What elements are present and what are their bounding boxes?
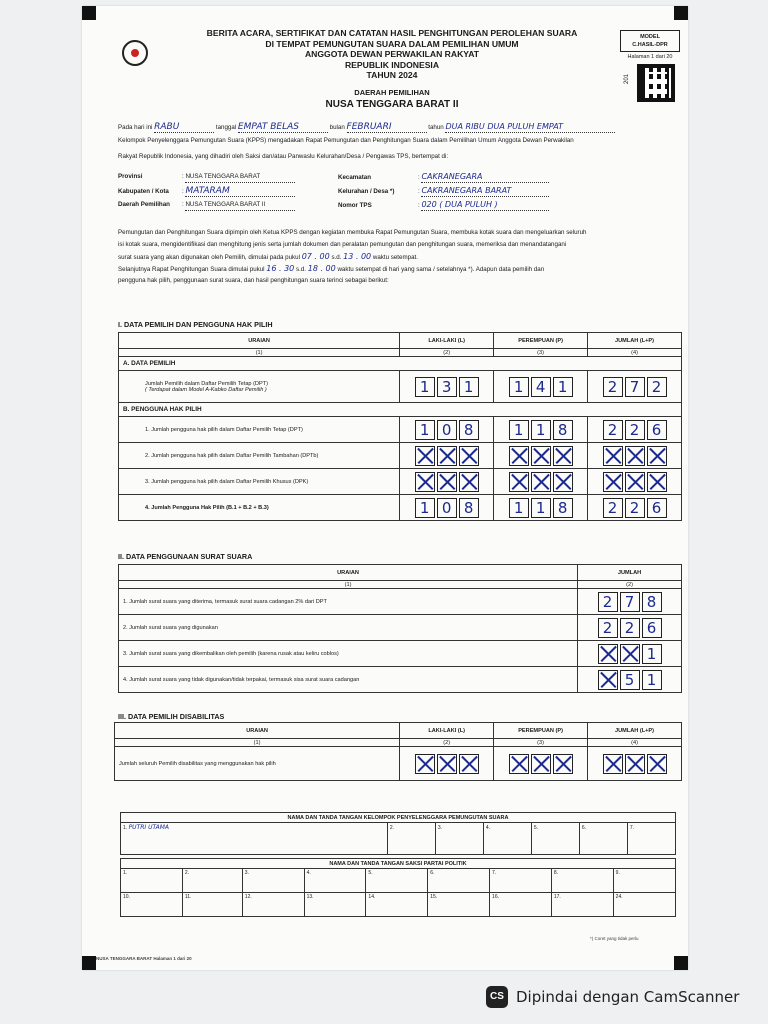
signature-number: 24. <box>615 894 623 900</box>
col-number: (3) <box>494 739 588 747</box>
digit-box: 2 <box>625 420 645 440</box>
digit-box <box>531 754 551 774</box>
digit-box: 1 <box>642 644 662 664</box>
page-footer: NUSA TENGGARA BARAT Halaman 1 dari 20 <box>96 956 192 961</box>
signature-table <box>120 812 676 855</box>
signature-number: 3. <box>437 825 443 831</box>
registration-mark <box>82 956 96 970</box>
signature-number: 11. <box>184 894 192 900</box>
model-badge <box>620 30 680 52</box>
model-code: C.HASIL-DPR <box>632 42 668 48</box>
pengguna-label: 3. Jumlah pengguna hak pilih dalam Daftar Pemilih Khusus (DPK) <box>119 469 400 495</box>
signature-number: 8. <box>553 870 559 876</box>
p3-post: waktu setempat. <box>372 254 418 261</box>
col-number: (2) <box>400 739 494 747</box>
signature-number: 13. <box>306 894 314 900</box>
digit-box: 2 <box>620 618 640 638</box>
pengguna-cell <box>400 495 494 521</box>
surat-suara-cell <box>578 589 682 615</box>
saksi-signature-cell <box>490 893 552 917</box>
digit-box <box>415 754 435 774</box>
intro-line <box>118 122 678 133</box>
pengguna-row <box>119 443 682 469</box>
digit-boxes <box>592 446 677 466</box>
kpps-signature-cell <box>435 823 483 855</box>
kpps-signature-cell <box>387 823 435 855</box>
col-jumlah: JUMLAH (L+P) <box>588 723 682 739</box>
title-line: REPUBLIK INDONESIA <box>344 59 440 70</box>
section-1-title: I. DATA PEMILIH DAN PENGGUNA HAK PILIH <box>118 320 273 329</box>
digit-box: 4 <box>531 377 551 397</box>
digit-box: 0 <box>437 498 457 518</box>
surat-suara-cell <box>578 615 682 641</box>
digit-box <box>625 754 645 774</box>
digit-box: 1 <box>553 377 573 397</box>
signature-number: 1. <box>123 825 128 831</box>
digit-box <box>415 446 435 466</box>
dpt-perempuan-cell <box>494 371 588 403</box>
provinsi-label: Provinsi <box>118 173 143 180</box>
pengguna-cell <box>400 417 494 443</box>
col-uraian: URAIAN <box>119 333 400 349</box>
digit-boxes <box>404 472 489 492</box>
digit-boxes <box>498 472 583 492</box>
digit-boxes <box>582 618 677 638</box>
saksi-signature-cell <box>613 893 675 917</box>
digit-box <box>553 446 573 466</box>
digit-box <box>509 754 529 774</box>
pengguna-label: 1. Jumlah pengguna hak pilih dalam Daftar Pemilih Tetap (DPT) <box>119 417 400 443</box>
saksi-signature-cell <box>428 893 490 917</box>
col-perempuan: PEREMPUAN (P) <box>494 333 588 349</box>
signature-number: 9. <box>615 870 620 876</box>
subtitle: DAERAH PEMILIHAN <box>354 88 430 97</box>
registration-mark <box>82 6 96 20</box>
digit-box: 1 <box>531 420 551 440</box>
digit-boxes <box>592 377 677 397</box>
col-number: (1) <box>119 581 578 589</box>
dpt-sub-label: ( Terdapat dalam Model A-Kabko Daftar Pemilih ) <box>145 386 267 393</box>
col-number: (1) <box>115 739 400 747</box>
paragraph-line-5: pengguna hak pilih, penggunaan surat suara, dan hasil penghitungan suara terinci sebagai berikut: <box>118 277 389 284</box>
signature-name: PUTRI UTAMA <box>128 824 169 831</box>
surat-suara-label: 1. Jumlah surat suara yang diterima, termasuk surat suara cadangan 2% dari DPT <box>119 589 578 615</box>
section-2-table <box>118 564 682 693</box>
signature-number: 15. <box>430 894 438 900</box>
p3-until: s.d. <box>331 254 342 261</box>
disabilitas-jumlah-cell <box>588 747 682 781</box>
signature-number: 6. <box>430 870 435 876</box>
kpps-signature-title: NAMA DAN TANDA TANGAN KELOMPOK PENYELENGGARA PEMUNGUTAN SUARA <box>121 813 676 823</box>
signature-number: 4. <box>306 870 311 876</box>
dpt-jumlah-cell <box>588 371 682 403</box>
provinsi-row: Provinsi : NUSA TENGGARA BARAT <box>118 172 295 183</box>
digit-box: 1 <box>642 670 662 690</box>
section-b-title: B. PENGGUNA HAK PILIH <box>119 403 682 417</box>
saksi-signature-cell <box>304 893 366 917</box>
date-value: EMPAT BELAS <box>238 122 328 133</box>
saksi-signature-cell <box>182 869 242 893</box>
digit-box: 7 <box>620 592 640 612</box>
saksi-signature-cell <box>613 869 675 893</box>
surat-suara-cell <box>578 641 682 667</box>
signature-number: 16. <box>492 894 499 900</box>
camscanner-text: Dipindai dengan CamScanner <box>516 988 740 1006</box>
kpps-signature-row <box>121 823 676 855</box>
saksi-signature-cell <box>182 893 242 917</box>
digit-box: 2 <box>598 618 618 638</box>
digit-box <box>437 472 457 492</box>
kelurahan-row: Kelurahan / Desa *) : CAKRANEGARA BARAT <box>338 186 549 197</box>
digit-box: 2 <box>598 592 618 612</box>
digit-boxes <box>404 446 489 466</box>
pengguna-cell <box>494 443 588 469</box>
surat-suara-row <box>119 615 682 641</box>
registration-mark <box>674 956 688 970</box>
signature-number: 10. <box>123 894 130 900</box>
digit-boxes <box>404 377 489 397</box>
saksi-signature-cell <box>366 869 428 893</box>
surat-suara-row <box>119 667 682 693</box>
section-1-table <box>118 332 682 521</box>
pengguna-cell <box>494 417 588 443</box>
digit-box: 6 <box>647 498 667 518</box>
saksi-table <box>120 858 676 917</box>
digit-box <box>647 472 667 492</box>
digit-box: 1 <box>509 420 529 440</box>
digit-box <box>459 446 479 466</box>
signature-number: 7. <box>492 870 497 876</box>
digit-box: 0 <box>437 420 457 440</box>
digit-boxes <box>498 754 583 774</box>
surat-suara-label: 3. Jumlah surat suara yang dikembalikan oleh pemilih (karena rusak atau keliru coblos) <box>119 641 578 667</box>
dapil-row: Daerah Pemilihan : NUSA TENGGARA BARAT II <box>118 200 295 211</box>
footnote: *) Coret yang tidak perlu <box>590 936 639 941</box>
kpu-logo-icon <box>122 40 148 66</box>
digit-box <box>415 472 435 492</box>
digit-box <box>437 754 457 774</box>
disabilitas-label: Jumlah seluruh Pemilih disabilitas yang menggunakan hak pilih <box>115 747 400 781</box>
section-a-title: A. DATA PEMILIH <box>119 357 682 371</box>
digit-box: 7 <box>625 377 645 397</box>
saksi-signature-row <box>121 869 676 893</box>
digit-box: 1 <box>415 420 435 440</box>
col-number: (3) <box>494 349 588 357</box>
col-number: (1) <box>119 349 400 357</box>
signature-number: 1. <box>123 870 128 876</box>
p4-text: Selanjutnya Rapat Penghitungan Suara dimulai pukul <box>118 266 265 273</box>
digit-box: 8 <box>553 498 573 518</box>
col-number: (4) <box>588 349 682 357</box>
saksi-signature-cell <box>551 869 613 893</box>
surat-suara-label: 4. Jumlah surat suara yang tidak digunakan/tidak terpakai, termasuk sisa surat suara cadangan <box>119 667 578 693</box>
document-title <box>172 28 612 81</box>
digit-boxes <box>582 644 677 664</box>
col-number: (2) <box>578 581 682 589</box>
kabupaten-row: Kabupaten / Kota : MATARAM <box>118 186 295 197</box>
signature-number: 3. <box>244 870 249 876</box>
section-2-title: II. DATA PENGGUNAAN SURAT SUARA <box>118 552 253 561</box>
p4-end-time: 18 . 00 <box>307 264 336 273</box>
intro-line-3: Rakyat Republik Indonesia, yang dihadiri oleh Saksi dan/atau Panwaslu Kelurahan/Desa / Pengawas TPS, bertempat di: <box>118 153 449 160</box>
signature-number: 4. <box>485 825 491 831</box>
day-label: Pada hari ini <box>118 124 153 131</box>
section-3-title: III. DATA PEMILIH DISABILITAS <box>118 712 225 721</box>
model-label: MODEL <box>640 34 660 40</box>
kelurahan-label: Kelurahan / Desa *) <box>338 188 395 195</box>
paragraph-line-2: isi kotak suara, mengidentifikasi dan menghitung jenis serta jumlah dokumen dan peralatan pemungutan dan penghitungan suara, memeriksa dan menandatangani <box>118 241 567 248</box>
saksi-signature-cell <box>304 869 366 893</box>
saksi-signature-cell <box>551 893 613 917</box>
pengguna-cell <box>588 495 682 521</box>
pengguna-cell <box>494 495 588 521</box>
digit-box: 6 <box>642 618 662 638</box>
kpps-signature-cell <box>531 823 579 855</box>
signature-number: 14. <box>368 894 376 900</box>
year-label: tahun <box>428 124 444 131</box>
digit-box: 1 <box>415 498 435 518</box>
digit-boxes <box>498 420 583 440</box>
month-label: bulan <box>329 124 345 131</box>
dpt-row-label <box>119 371 400 403</box>
title-line: DI TEMPAT PEMUNGUTAN SUARA DALAM PEMILIHAN UMUM <box>265 38 519 49</box>
title-line: ANGGOTA DEWAN PERWAKILAN RAKYAT <box>304 49 480 59</box>
kelurahan-value: CAKRANEGARA BARAT <box>421 186 549 197</box>
col-laki: LAKI-LAKI (L) <box>400 723 494 739</box>
digit-box <box>647 446 667 466</box>
p4-start-time: 16 . 30 <box>266 264 295 273</box>
col-jumlah: JUMLAH <box>578 565 682 581</box>
digit-boxes <box>582 670 677 690</box>
document-sheet <box>82 6 688 970</box>
p3-text: surat suara yang akan digunakan oleh Pemilih, dimulai pada pukul <box>118 254 300 261</box>
digit-box <box>625 472 645 492</box>
digit-boxes <box>498 446 583 466</box>
region-title: NUSA TENGGARA BARAT II <box>325 99 459 110</box>
date-label: tanggal <box>215 124 237 131</box>
saksi-signature-row <box>121 893 676 917</box>
digit-boxes <box>498 498 583 518</box>
saksi-signature-cell <box>121 869 183 893</box>
qr-side-number: 201 <box>624 73 631 85</box>
pengguna-cell <box>588 417 682 443</box>
digit-box: 2 <box>603 498 623 518</box>
digit-box <box>620 644 640 664</box>
digit-box <box>603 446 623 466</box>
digit-box <box>625 446 645 466</box>
saksi-signature-title: NAMA DAN TANDA TANGAN SAKSI PARTAI POLITIK <box>121 859 676 869</box>
p4-post: waktu setempat di hari yang sama / setelahnya *). Adapun data pemilih dan <box>337 266 545 273</box>
kecamatan-value: CAKRANEGARA <box>421 172 549 183</box>
digit-box <box>603 472 623 492</box>
dapil-value: NUSA TENGGARA BARAT II <box>185 200 295 211</box>
provinsi-value: NUSA TENGGARA BARAT <box>185 172 295 183</box>
kabupaten-value: MATARAM <box>185 186 295 197</box>
digit-box <box>553 754 573 774</box>
signature-number: 12. <box>244 894 252 900</box>
p3-start-time: 07 . 00 <box>301 252 330 261</box>
col-perempuan: PEREMPUAN (P) <box>494 723 588 739</box>
col-uraian: URAIAN <box>115 723 400 739</box>
digit-box: 8 <box>553 420 573 440</box>
signature-number: 6. <box>581 825 587 831</box>
digit-boxes <box>592 472 677 492</box>
signature-number: 2. <box>389 825 395 831</box>
saksi-signature-cell <box>366 893 428 917</box>
digit-box <box>459 754 479 774</box>
kpps-signature-cell <box>121 823 388 855</box>
p4-until: s.d. <box>296 266 306 273</box>
saksi-signature-cell <box>490 869 552 893</box>
pengguna-cell <box>494 469 588 495</box>
camscanner-watermark <box>486 986 739 1008</box>
col-number: (2) <box>400 349 494 357</box>
col-jumlah: JUMLAH (L+P) <box>588 333 682 349</box>
surat-suara-label: 2. Jumlah surat suara yang digunakan <box>119 615 578 641</box>
saksi-signature-cell <box>242 869 304 893</box>
digit-box <box>509 446 529 466</box>
digit-box <box>531 472 551 492</box>
tps-value: 020 ( DUA PULUH ) <box>421 200 549 211</box>
digit-boxes <box>404 498 489 518</box>
digit-boxes <box>592 754 677 774</box>
pengguna-rows <box>119 417 682 521</box>
digit-box: 5 <box>620 670 640 690</box>
digit-box <box>459 472 479 492</box>
dpt-laki-cell <box>400 371 494 403</box>
month-value: FEBRUARI <box>347 122 427 133</box>
title-line: BERITA ACARA, SERTIFIKAT DAN CATATAN HASIL PENGHITUNGAN PEROLEHAN SUARA <box>206 28 578 38</box>
digit-box: 1 <box>509 377 529 397</box>
digit-boxes <box>592 420 677 440</box>
digit-box <box>647 754 667 774</box>
saksi-signature-cell <box>242 893 304 917</box>
digit-box <box>509 472 529 492</box>
paragraph-line-4 <box>118 264 682 275</box>
signature-number: 17. <box>553 894 561 900</box>
dapil-label: Daerah Pemilihan <box>118 201 170 208</box>
col-laki: LAKI-LAKI (L) <box>400 333 494 349</box>
pengguna-row <box>119 469 682 495</box>
registration-mark <box>674 6 688 20</box>
disabilitas-laki-cell <box>400 747 494 781</box>
page-number: Halaman 1 dari 20 <box>627 54 673 60</box>
digit-box <box>553 472 573 492</box>
disabilitas-perempuan-cell <box>494 747 588 781</box>
digit-box: 6 <box>647 420 667 440</box>
kpps-signature-cell <box>579 823 627 855</box>
kecamatan-label: Kecamatan <box>338 174 372 181</box>
intro-line-2: Kelompok Penyelenggara Pemungutan Suara (KPPS) mengadakan Rapat Pemungutan dan Penghitungan Suara dalam Pemilihan Umum Anggota Dewan Perwakilan <box>118 137 574 144</box>
title-line: TAHUN 2024 <box>366 70 418 80</box>
surat-suara-row <box>119 641 682 667</box>
pengguna-cell <box>400 443 494 469</box>
digit-box <box>598 670 618 690</box>
p3-end-time: 13 . 00 <box>343 252 372 261</box>
pengguna-label: 2. Jumlah pengguna hak pilih dalam Daftar Pemilih Tambahan (DPTb) <box>119 443 400 469</box>
pengguna-cell <box>400 469 494 495</box>
digit-box: 1 <box>531 498 551 518</box>
day-value: RABU <box>154 122 214 133</box>
year-value: DUA RIBU DUA PULUH EMPAT <box>445 122 615 133</box>
pengguna-cell <box>588 443 682 469</box>
digit-box: 2 <box>603 420 623 440</box>
digit-box <box>531 446 551 466</box>
kecamatan-row: Kecamatan : CAKRANEGARA <box>338 172 549 183</box>
pengguna-row <box>119 417 682 443</box>
signature-number: 2. <box>184 870 189 876</box>
surat-suara-row <box>119 589 682 615</box>
digit-boxes <box>582 592 677 612</box>
paragraph-line-3 <box>118 252 682 263</box>
pengguna-label: 4. Jumlah Pengguna Hak Pilih (B.1 + B.2 + B.3) <box>119 495 400 521</box>
digit-box: 1 <box>509 498 529 518</box>
tps-row: Nomor TPS : 020 ( DUA PULUH ) <box>338 200 549 211</box>
digit-box <box>437 446 457 466</box>
digit-box: 1 <box>459 377 479 397</box>
digit-box: 8 <box>459 498 479 518</box>
paragraph-line-1: Pemungutan dan Penghitungan Suara dipimpin oleh Ketua KPPS dengan kegiatan membuka Rapat Pemungutan Suara, membuka kotak suara dan mengeluarkan seluruh <box>118 229 587 236</box>
dpt-label: Jumlah Pemilih dalam Daftar Pemilih Tetap (DPT) <box>145 380 269 387</box>
digit-boxes <box>592 498 677 518</box>
signature-number: 5. <box>368 870 373 876</box>
pengguna-cell <box>588 469 682 495</box>
digit-boxes <box>404 754 489 774</box>
digit-box: 2 <box>647 377 667 397</box>
section-3-table <box>114 722 682 781</box>
digit-box: 8 <box>642 592 662 612</box>
col-number: (4) <box>588 739 682 747</box>
digit-box: 2 <box>603 377 623 397</box>
digit-boxes <box>404 420 489 440</box>
camscanner-logo-icon: CS <box>486 986 508 1008</box>
kpps-signature-cell <box>627 823 675 855</box>
signature-number: 5. <box>533 825 539 831</box>
kabupaten-label: Kabupaten / Kota <box>118 188 169 195</box>
saksi-signature-cell <box>121 893 183 917</box>
digit-boxes <box>498 377 583 397</box>
surat-suara-rows <box>119 589 682 693</box>
digit-box: 2 <box>625 498 645 518</box>
qr-code-icon <box>637 64 675 102</box>
col-uraian: URAIAN <box>119 565 578 581</box>
pengguna-row <box>119 495 682 521</box>
kpps-signature-cell <box>483 823 531 855</box>
surat-suara-cell <box>578 667 682 693</box>
digit-box: 8 <box>459 420 479 440</box>
digit-box <box>598 644 618 664</box>
digit-box: 3 <box>437 377 457 397</box>
signature-number: 7. <box>629 825 635 831</box>
digit-box: 1 <box>415 377 435 397</box>
tps-label: Nomor TPS <box>338 202 372 209</box>
digit-box <box>603 754 623 774</box>
saksi-signature-cell <box>428 869 490 893</box>
